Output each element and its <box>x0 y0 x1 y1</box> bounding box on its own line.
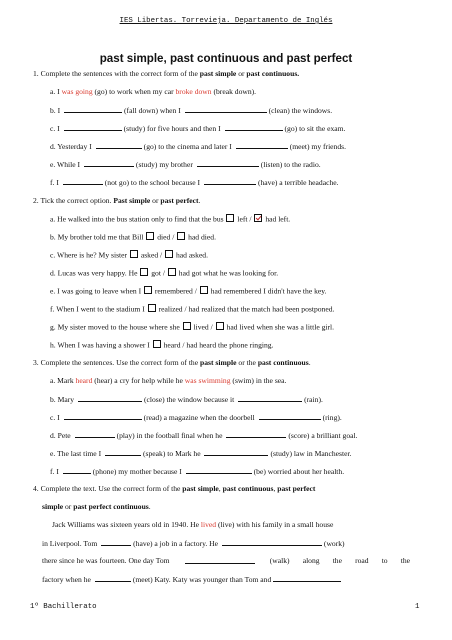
ex3-item-f: f. I (phone) my mother because I (be) worried about her health. <box>50 467 345 476</box>
ex2-item-e: e. I was going to leave when I remembered / had remembered I didn't have the key. <box>50 286 327 296</box>
answer-blank[interactable] <box>63 177 103 185</box>
checkbox[interactable] <box>153 340 161 348</box>
answer-blank[interactable] <box>101 538 131 546</box>
answer-blank[interactable] <box>185 105 267 113</box>
checked-checkbox[interactable] <box>254 214 262 222</box>
ex4-text-line-3: there since he was fourteen. One day Tom (walk) along the road to the <box>42 556 410 565</box>
checkbox[interactable] <box>226 214 234 222</box>
ex2-instruction: 2. Tick the correct option. Past simple or past perfect. <box>33 196 201 205</box>
ex4-text-line-2: in Liverpool. Tom (have) a job in a factory. He (work) <box>42 539 345 548</box>
answer-blank[interactable] <box>204 448 268 456</box>
answer-blank[interactable] <box>84 159 134 167</box>
answer-blank[interactable] <box>204 177 256 185</box>
ex3-item-b: b. Mary (close) the window because it (rain). <box>50 395 323 404</box>
answer-blank[interactable] <box>64 412 142 420</box>
answer-blank[interactable] <box>185 556 255 564</box>
answer-blank[interactable] <box>225 123 283 131</box>
footer-page-number: 1 <box>415 603 420 611</box>
ex3-item-d: d. Pete (play) in the football final when he (score) a brilliant goal. <box>50 431 358 440</box>
ex3-item-a: a. Mark heard (hear) a cry for help while he was swimming (swim) in the sea. <box>50 376 287 385</box>
answer-blank[interactable] <box>78 394 142 402</box>
checkbox[interactable] <box>144 286 152 294</box>
ex4-instruction: 4. Complete the text. Use the correct form of the past simple, past continuous, past perfect <box>33 484 316 493</box>
ex4-instruction-cont: simple or past perfect continuous. <box>42 502 151 511</box>
ex2-item-a: a. He walked into the bus station only to find that the bus left / had left. <box>50 214 291 224</box>
ex4-text-line-1: Jack Williams was sixteen years old in 1940. He lived (live) with his family in a small house <box>52 520 334 529</box>
ex2-item-h: h. When I was having a shower I heard / had heard the phone ringing. <box>50 340 274 350</box>
ex3-item-c: c. I (read) a magazine when the doorbell (ring). <box>50 413 342 422</box>
answer-blank[interactable] <box>95 574 131 582</box>
ex2-item-f: f. When I went to the stadium I realized / had realized that the match had been postponed. <box>50 304 335 314</box>
answer-blank[interactable] <box>236 141 288 149</box>
checkbox[interactable] <box>177 232 185 240</box>
ex1-instruction: 1. Complete the sentences with the correct form of the past simple or past continuous. <box>33 69 300 78</box>
ex1-item-c: c. I (study) for five hours and then I (go) to sit the exam. <box>50 124 346 133</box>
checkbox[interactable] <box>140 268 148 276</box>
answer-blank[interactable] <box>64 123 122 131</box>
answer-blank[interactable] <box>75 430 115 438</box>
answer-blank[interactable] <box>64 105 122 113</box>
answer-blank[interactable] <box>186 466 252 474</box>
answer-blank[interactable] <box>105 448 141 456</box>
answer-blank[interactable] <box>222 538 322 546</box>
answer-blank[interactable] <box>197 159 259 167</box>
ex1-item-e: e. While I (study) my brother (listen) to the radio. <box>50 160 321 169</box>
checkbox[interactable] <box>183 322 191 330</box>
ex3-item-e: e. The last time I (speak) to Mark he (study) law in Manchester. <box>50 449 352 458</box>
ex2-item-g: g. My sister moved to the house where she lived / had lived when she was a little girl. <box>50 322 335 332</box>
ex1-item-f: f. I (not go) to the school because I (have) a terrible headache. <box>50 178 339 187</box>
checkbox[interactable] <box>146 232 154 240</box>
answer-blank[interactable] <box>96 141 142 149</box>
checkbox[interactable] <box>148 304 156 312</box>
page-title: past simple, past continuous and past perfect <box>99 52 353 65</box>
ex1-item-d: d. Yesterday I (go) to the cinema and later I (meet) my friends. <box>50 142 347 151</box>
ex2-item-b: b. My brother told me that Bill died / had died. <box>50 232 216 242</box>
footer-level: 1º Bachillerato <box>30 603 97 611</box>
page-header: IES Libertas. Torrevieja. Departamento de Inglés <box>119 17 333 25</box>
ex2-item-c: c. Where is he? My sister asked / had asked. <box>50 250 209 260</box>
checkbox[interactable] <box>200 286 208 294</box>
answer-blank[interactable] <box>259 412 321 420</box>
answer-blank[interactable] <box>238 394 302 402</box>
ex4-text-line-4: factory when he (meet) Katy. Katy was younger than Tom and <box>42 574 343 585</box>
ex2-item-d: d. Lucas was very happy. He got / had got what he was looking for. <box>50 268 279 278</box>
ex1-item-a: a. I was going (go) to work when my car broke down (break down). <box>50 87 257 96</box>
answer-blank[interactable] <box>226 430 286 438</box>
ex3-instruction: 3. Complete the sentences. Use the correct form of the past simple or the past continuous. <box>33 358 311 367</box>
ex1-item-b: b. I (fall down) when I (clean) the windows. <box>50 106 333 115</box>
checkbox[interactable] <box>165 250 173 258</box>
checkbox[interactable] <box>216 322 224 330</box>
answer-blank[interactable] <box>273 574 341 582</box>
checkbox[interactable] <box>130 250 138 258</box>
checkbox[interactable] <box>168 268 176 276</box>
answer-blank[interactable] <box>63 466 91 474</box>
